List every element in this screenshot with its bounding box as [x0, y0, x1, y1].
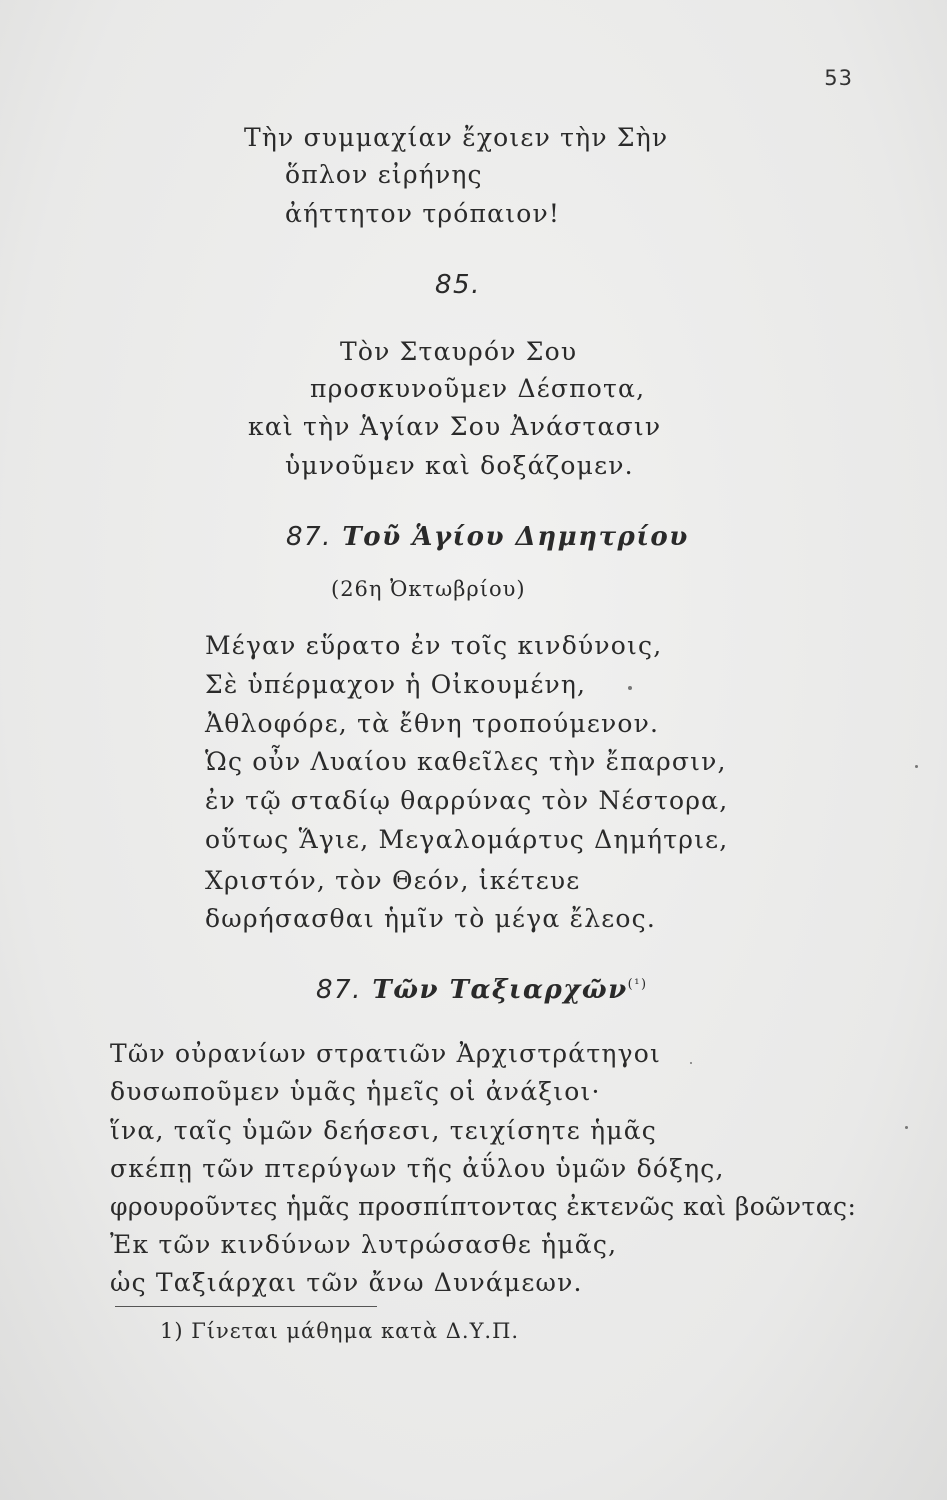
hymn-85-line-3: καὶ τὴν Ἁγίαν Σου Ἀνάστασιν	[248, 412, 662, 441]
hymn-87b-line-2: δυσωποῦμεν ὑμᾶς ἡμεῖς οἱ ἀνάξιοι·	[110, 1077, 601, 1106]
hymn-87a-title: Τοῦ Ἁγίου Δημητρίου	[342, 522, 689, 552]
hymn-87b-line-5: φρουροῦντες ἡμᾶς προσπίπτοντας ἐκτενῶς καὶ βοῶντας:	[110, 1192, 857, 1221]
footnote-reference: (¹)	[627, 977, 648, 992]
hymn-85-number	[435, 270, 481, 300]
hymn-87b-title: Τῶν Ταξιαρχῶν	[372, 975, 628, 1005]
hymn-87a-line-6: οὕτως Ἅγιε, Μεγαλομάρτυς Δημήτριε,	[205, 825, 729, 854]
hymn-87a-line-3: Ἀθλοφόρε, τὰ ἔθνη τροπούμενον.	[205, 709, 660, 738]
hymn-87a-line-8: δωρήσασθαι ἡμῖν τὸ μέγα ἔλεος.	[205, 904, 656, 933]
hymn-87b-line-3: ἵνα, ταῖς ὑμῶν δεήσεσι, τειχίσητε ἡμᾶς	[110, 1116, 657, 1145]
scan-speck	[915, 765, 918, 768]
scan-speck	[628, 686, 632, 690]
hymn-85-line-4: ὑμνοῦμεν καὶ δοξάζομεν.	[285, 451, 634, 480]
intro-line-1: Τὴν συμμαχίαν ἔχοιεν τὴν Σὴν	[244, 123, 669, 152]
hymn-87b-line-7: ὡς Ταξιάρχαι τῶν ἄνω Δυνάμεων.	[110, 1268, 583, 1297]
page-number: 53	[824, 66, 853, 90]
hymn-87a-line-7: Χριστόν, τὸν Θεόν, ἱκέτευε	[205, 866, 581, 895]
hymn-87b-line-1: Τῶν οὐρανίων στρατιῶν Ἀρχιστράτηγοι	[110, 1039, 661, 1068]
hymn-87a-heading	[286, 522, 689, 552]
scan-speck	[690, 1062, 692, 1064]
hymn-85-number-text: 85.	[435, 270, 481, 300]
scan-speck	[905, 1126, 908, 1129]
intro-line-3: ἀήττητον τρόπαιον!	[285, 199, 561, 228]
hymn-87a-line-1: Μέγαν εὕρατο ἐν τοῖς κινδύνοις,	[205, 631, 663, 660]
hymn-87a-line-4: Ὡς οὖν Λυαίου καθεῖλες τὴν ἔπαρσιν,	[205, 747, 727, 776]
hymn-85-line-2: προσκυνοῦμεν Δέσποτα,	[310, 374, 646, 403]
hymn-87a-line-5: ἐν τῷ σταδίῳ θαρρύνας τὸν Νέστορα,	[205, 786, 729, 815]
hymn-87a-date: (26η Ὀκτωβρίου)	[331, 577, 526, 601]
hymn-87a-number: 87.	[286, 522, 332, 552]
hymn-87b-number: 87.	[316, 975, 362, 1005]
hymn-87a-line-2: Σὲ ὑπέρμαχον ἡ Οἰκουμένη,	[205, 670, 587, 699]
intro-line-2: ὅπλον εἰρήνης	[285, 160, 483, 189]
hymn-87b-heading	[316, 975, 648, 1005]
hymn-87b-line-6: Ἐκ τῶν κινδύνων λυτρώσασθε ἡμᾶς,	[110, 1230, 618, 1259]
hymn-85-line-1: Τὸν Σταυρόν Σου	[340, 337, 578, 366]
footnote-rule	[115, 1306, 377, 1307]
hymn-87b-line-4: σκέπῃ τῶν πτερύγων τῆς ἀΰλου ὑμῶν δόξης,	[110, 1154, 725, 1183]
footnote-text: 1) Γίνεται μάθημα κατὰ Δ.Υ.Π.	[160, 1319, 520, 1343]
